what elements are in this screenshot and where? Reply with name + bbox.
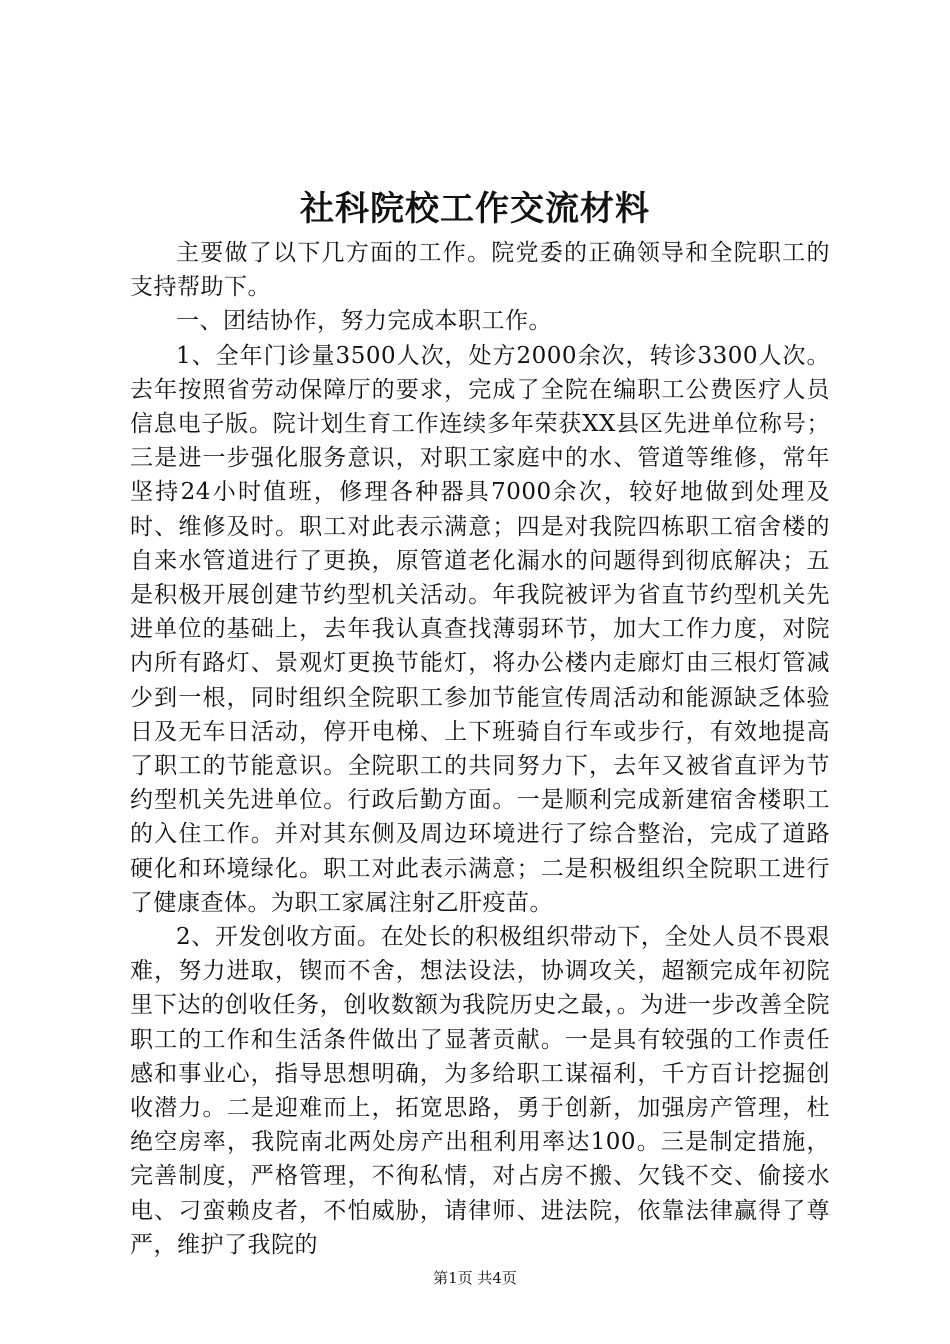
document-title: 社科院校工作交流材料 <box>300 189 650 229</box>
document-body <box>130 236 830 1262</box>
paragraph-item-1: 1、全年门诊量3500人次，处方2000余次，转诊3300人次。去年按照省劳动保障厅的要求，完成了全院在编职工公费医疗人员信息电子版。院计划生育工作连续多年荣获XX县区先进单位称号；三是进一步强化服务意识，对职工家庭中的水、管道等维修，常年坚持24小时值班，修理各种器具7000余次，较好地做到处理及时、维修及时。职工对此表示满意；四是对我院四栋职工宿舍楼的自来水管道进行了更换，原管道老化漏水的问题得到彻底解决；五是积极开展创建节约型机关活动。年我院被评为省直节约型机关先进单位的基础上，去年我认真查找薄弱环节，加大工作力度，对院内所有路灯、景观灯更换节能灯，将办公楼内走廊灯由三根灯管减少到一根，同时组织全院职工参加节能宣传周活动和能源缺乏体验日及无车日活动，停开电梯、上下班骑自行车或步行，有效地提高了职工的节能意识。全院职工的共同努力下，去年又被省直评为节约型机关先进单位。行政后勤方面。一是顺利完成新建宿舍楼职工的入住工作。并对其东侧及周边环境进行了综合整治，完成了道路硬化和环境绿化。职工对此表示满意；二是积极组织全院职工进行了健康查体。为职工家属注射乙肝疫苗。 <box>130 342 830 916</box>
paragraph-item-2: 2、开发创收方面。在处长的积极组织带动下，全处人员不畏艰难，努力进取，锲而不舍，想法设法，协调攻关，超额完成年初院里下达的创收任务，创收数额为我院历史之最，。为进一步改善全院职工的工作和生活条件做出了显著贡献。一是具有较强的工作责任感和事业心，指导思想明确，为多给职工谋福利，千方百计挖掘创收潜力。二是迎难而上，拓宽思路，勇于创新，加强房产管理，杜绝空房率，我院南北两处房产出租利用率达100。三是制定措施，完善制度，严格管理，不徇私情，对占房不搬、欠钱不交、偷接水电、刁蛮赖皮者，不怕威胁，请律师、进法院，依靠法律赢得了尊严，维护了我院的 <box>130 924 830 1258</box>
paragraph-intro: 主要做了以下几方面的工作。院党委的正确领导和全院职工的支持帮助下。 <box>130 240 830 301</box>
paragraph-section-heading: 一、团结协作，努力完成本职工作。 <box>176 308 552 335</box>
page-footer: 第1页 共4页 <box>433 1269 517 1287</box>
